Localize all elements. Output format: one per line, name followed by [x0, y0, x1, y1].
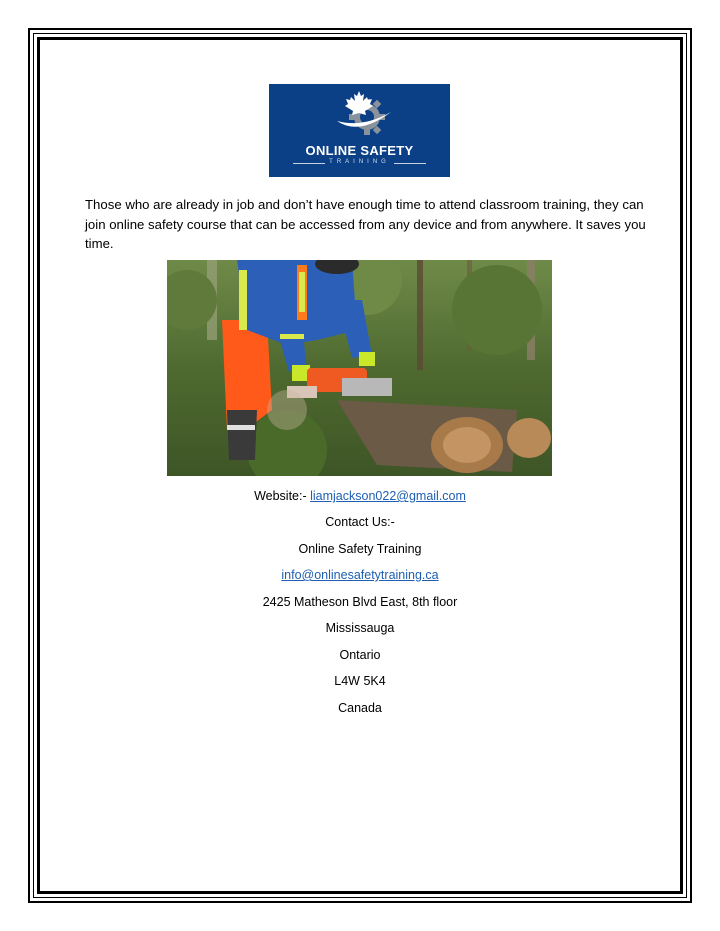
website-line: [160, 488, 560, 504]
contact-us-heading: Contact Us:-: [325, 515, 395, 529]
address-city: Mississauga: [325, 621, 395, 635]
website-label: Website:-: [254, 489, 311, 503]
company-email-line: [160, 567, 560, 583]
company-logo: [269, 84, 450, 177]
address-province: Ontario: [339, 648, 381, 662]
website-email-link[interactable]: liamjackson022@gmail.com: [310, 489, 466, 503]
logo-rule-right: [394, 163, 426, 164]
company-email-link[interactable]: info@onlinesafetytraining.ca: [281, 568, 439, 582]
intro-paragraph: Those who are already in job and don’t have enough time to attend classroom training, they can join online safety course that can be accessed from any device and from anywhere. It saves you time.: [85, 197, 646, 251]
logo-subtitle: TRAINING: [329, 159, 390, 165]
chainsaw-worker-photo: [167, 260, 552, 476]
logo-title: ONLINE SAFETY: [305, 143, 414, 158]
address-country: Canada: [338, 701, 382, 715]
address-street: 2425 Matheson Blvd East, 8th floor: [262, 595, 458, 609]
company-name: Online Safety Training: [298, 542, 422, 556]
gear-maple-leaf-icon: [269, 84, 450, 144]
address-postal: L4W 5K4: [334, 674, 386, 688]
